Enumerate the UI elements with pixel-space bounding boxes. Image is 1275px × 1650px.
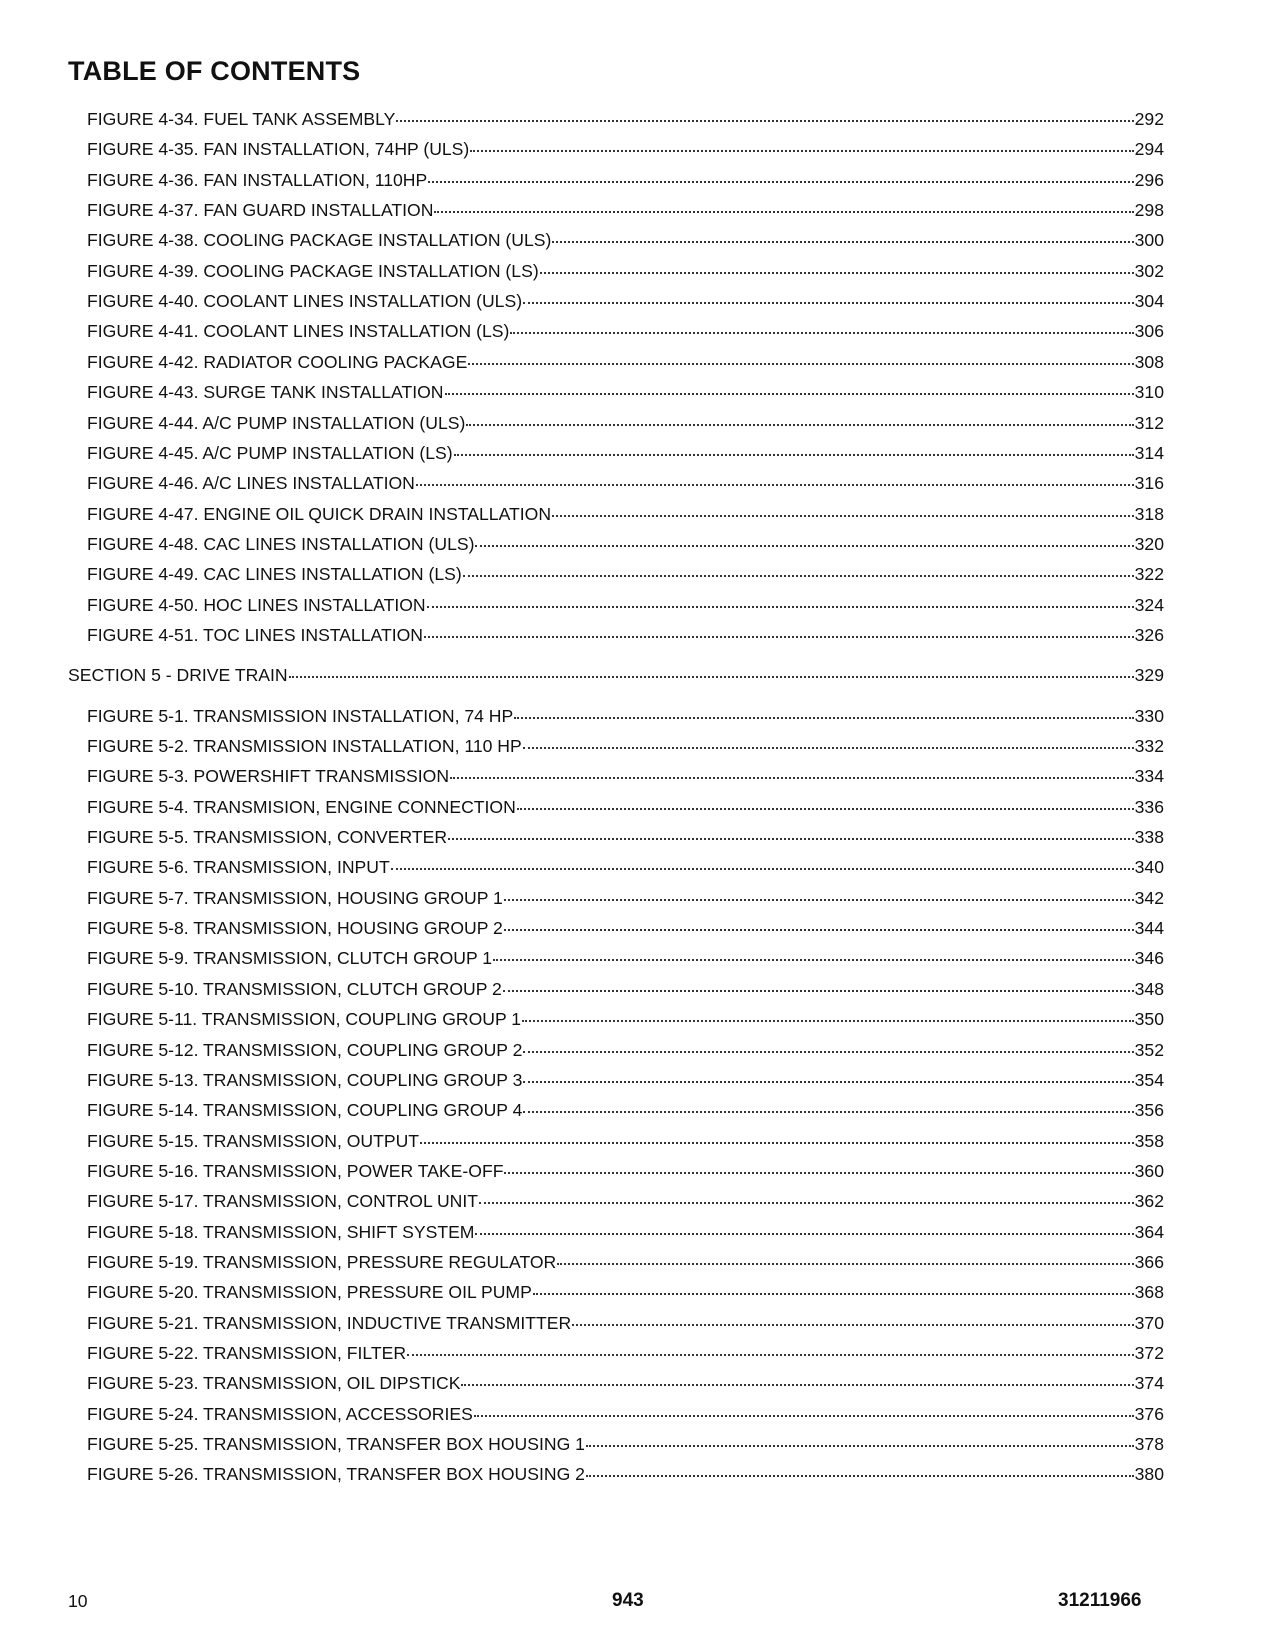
toc-figure-entry[interactable] [87, 199, 1164, 221]
toc-dot-leader [503, 989, 1134, 992]
toc-figure-entry[interactable] [87, 947, 1164, 969]
toc-figure-entry[interactable] [87, 472, 1164, 494]
toc-entry-label: FIGURE 5-15. TRANSMISSION, OUTPUT [87, 1131, 420, 1151]
toc-figure-entry[interactable] [87, 1008, 1164, 1030]
toc-entry-label: FIGURE 5-12. TRANSMISSION, COUPLING GROUP 2 [87, 1040, 523, 1060]
toc-entry-label: FIGURE 4-35. FAN INSTALLATION, 74HP (ULS) [87, 139, 470, 159]
toc-figure-entry[interactable] [87, 290, 1164, 312]
toc-entry-label: FIGURE 4-40. COOLANT LINES INSTALLATION (ULS) [87, 291, 523, 311]
toc-entry-page: 332 [1134, 736, 1164, 756]
toc-entry-label: FIGURE 5-7. TRANSMISSION, HOUSING GROUP 1 [87, 888, 503, 908]
toc-entry-label: FIGURE 5-23. TRANSMISSION, OIL DIPSTICK [87, 1373, 461, 1393]
toc-dot-leader [448, 837, 1134, 840]
toc-figure-entry[interactable] [87, 735, 1164, 757]
toc-entry-page: 370 [1134, 1313, 1164, 1333]
toc-figure-entry[interactable] [87, 1463, 1164, 1485]
toc-dot-leader [504, 1171, 1133, 1174]
toc-figure-entry[interactable] [87, 533, 1164, 555]
toc-entry-page: 304 [1134, 291, 1164, 311]
toc-entry-label: FIGURE 4-42. RADIATOR COOLING PACKAGE [87, 352, 468, 372]
toc-dot-leader [474, 1414, 1134, 1417]
toc-dot-leader [289, 675, 1134, 678]
toc-entry-page: 326 [1134, 625, 1164, 645]
toc-dot-leader [396, 119, 1133, 122]
toc-entry-page: 310 [1134, 382, 1164, 402]
toc-dot-leader [552, 240, 1133, 243]
toc-dot-leader [517, 807, 1134, 810]
toc-entry-label: FIGURE 4-41. COOLANT LINES INSTALLATION (LS) [87, 321, 510, 341]
toc-entry-label: FIGURE 4-44. A/C PUMP INSTALLATION (ULS) [87, 413, 466, 433]
toc-dot-leader [463, 574, 1134, 577]
toc-entry-label: FIGURE 4-49. CAC LINES INSTALLATION (LS) [87, 564, 462, 584]
toc-entry-page: 374 [1134, 1373, 1164, 1393]
toc-entry-label: FIGURE 4-50. HOC LINES INSTALLATION [87, 595, 426, 615]
toc-entry-page: 362 [1134, 1191, 1164, 1211]
toc-entry-label: FIGURE 5-24. TRANSMISSION, ACCESSORIES [87, 1404, 473, 1424]
toc-entry-page: 312 [1134, 413, 1164, 433]
toc-dot-leader [445, 392, 1134, 395]
toc-dot-leader [428, 180, 1133, 183]
toc-dot-leader [557, 1262, 1133, 1265]
toc-entry-page: 344 [1134, 918, 1164, 938]
toc-entry-label: FIGURE 5-9. TRANSMISSION, CLUTCH GROUP 1 [87, 948, 493, 968]
toc-entry-label: FIGURE 5-25. TRANSMISSION, TRANSFER BOX HOUSING 1 [87, 1434, 585, 1454]
toc-entry-label: FIGURE 5-18. TRANSMISSION, SHIFT SYSTEM [87, 1222, 475, 1242]
toc-dot-leader [572, 1323, 1133, 1326]
toc-entry-label: FIGURE 5-2. TRANSMISSION INSTALLATION, 110 HP [87, 736, 522, 756]
toc-dot-leader [470, 149, 1133, 152]
toc-entry-label: FIGURE 5-16. TRANSMISSION, POWER TAKE-OFF [87, 1161, 504, 1181]
toc-entry-page: 352 [1134, 1040, 1164, 1060]
toc-entry-label: FIGURE 5-6. TRANSMISSION, INPUT [87, 857, 390, 877]
toc-entry-page: 376 [1134, 1404, 1164, 1424]
toc-figure-entry[interactable] [87, 260, 1164, 282]
toc-dot-leader [450, 776, 1134, 779]
toc-entry-label: FIGURE 4-34. FUEL TANK ASSEMBLY [87, 109, 396, 129]
toc-dot-leader [522, 1019, 1134, 1022]
toc-dot-leader [461, 1383, 1133, 1386]
toc-entry-page: 306 [1134, 321, 1164, 341]
toc-entry-page: 330 [1134, 706, 1164, 726]
toc-entry-page: 350 [1134, 1009, 1164, 1029]
toc-figure-entry[interactable] [87, 351, 1164, 373]
toc-entry-page: 298 [1134, 200, 1164, 220]
toc-figure-entry[interactable] [87, 1251, 1164, 1273]
toc-figure-entry[interactable] [87, 1221, 1164, 1243]
toc-figure-entry[interactable] [87, 796, 1164, 818]
toc-figure-entry[interactable] [87, 1433, 1164, 1455]
toc-entry-page: 300 [1134, 230, 1164, 250]
toc-entry-label: FIGURE 5-20. TRANSMISSION, PRESSURE OIL PUMP [87, 1282, 532, 1302]
toc-entry-page: 346 [1134, 948, 1164, 968]
toc-figure-entry[interactable] [87, 1281, 1164, 1303]
toc-figure-entry[interactable] [87, 765, 1164, 787]
toc-dot-leader [533, 1292, 1134, 1295]
toc-entry-page: 354 [1134, 1070, 1164, 1090]
toc-entry-page: 308 [1134, 352, 1164, 372]
footer-sheet-number: 943 [612, 1590, 644, 1611]
toc-entry-page: 364 [1134, 1222, 1164, 1242]
toc-entry-page: 342 [1134, 888, 1164, 908]
toc-entry-page: 320 [1134, 534, 1164, 554]
toc-entry-page: 368 [1134, 1282, 1164, 1302]
toc-figure-entry[interactable] [87, 887, 1164, 909]
toc-dot-leader [586, 1444, 1134, 1447]
toc-entry-page: 366 [1134, 1252, 1164, 1272]
toc-entry-label: FIGURE 5-11. TRANSMISSION, COUPLING GROUP 1 [87, 1009, 522, 1029]
toc-figure-entry[interactable] [87, 917, 1164, 939]
toc-figure-entry[interactable] [87, 594, 1164, 616]
toc-dot-leader [454, 453, 1134, 456]
toc-entry-page: 334 [1134, 766, 1164, 786]
toc-entry-label: FIGURE 4-48. CAC LINES INSTALLATION (ULS) [87, 534, 475, 554]
toc-figure-entry[interactable] [87, 229, 1164, 251]
toc-dot-leader [424, 635, 1134, 638]
toc-dot-leader [504, 898, 1134, 901]
toc-figure-entry[interactable] [87, 1372, 1164, 1394]
toc-entry-page: 302 [1134, 261, 1164, 281]
toc-figure-entry[interactable] [87, 624, 1164, 646]
toc-dot-leader [416, 483, 1134, 486]
footer-document-number: 31211966 [1058, 1590, 1142, 1611]
toc-entry-page: 356 [1134, 1100, 1164, 1120]
toc-figure-entry[interactable] [87, 856, 1164, 878]
toc-figure-entry[interactable] [87, 705, 1164, 727]
toc-entry-page: 340 [1134, 857, 1164, 877]
toc-entry-page: 318 [1134, 504, 1164, 524]
toc-entry-page: 316 [1134, 473, 1164, 493]
toc-entry-label: FIGURE 5-17. TRANSMISSION, CONTROL UNIT [87, 1191, 479, 1211]
toc-entry-label: FIGURE 5-5. TRANSMISSION, CONVERTER [87, 827, 448, 847]
toc-entry-label: FIGURE 5-1. TRANSMISSION INSTALLATION, 74 HP [87, 706, 514, 726]
toc-dot-leader [504, 928, 1134, 931]
toc-entry-page: 296 [1134, 170, 1164, 190]
toc-figure-entry[interactable] [87, 1342, 1164, 1364]
toc-dot-leader [475, 1232, 1133, 1235]
toc-figure-entry[interactable] [87, 1403, 1164, 1425]
toc-figure-entry[interactable] [87, 1130, 1164, 1152]
toc-entry-page: 358 [1134, 1131, 1164, 1151]
toc-figure-entry[interactable] [87, 381, 1164, 403]
toc-entry-label: FIGURE 4-45. A/C PUMP INSTALLATION (LS) [87, 443, 453, 463]
toc-entry-label: FIGURE 4-36. FAN INSTALLATION, 110HP [87, 170, 428, 190]
toc-dot-leader [586, 1474, 1134, 1477]
toc-dot-leader [407, 1353, 1134, 1356]
toc-figure-entry[interactable] [87, 169, 1164, 191]
toc-dot-leader [523, 1050, 1133, 1053]
toc-figure-entry[interactable] [87, 978, 1164, 1000]
toc-entry-label: FIGURE 4-51. TOC LINES INSTALLATION [87, 625, 423, 645]
toc-entry-label: FIGURE 5-10. TRANSMISSION, CLUTCH GROUP 2 [87, 979, 502, 999]
toc-entry-label: FIGURE 4-43. SURGE TANK INSTALLATION [87, 382, 444, 402]
toc-entry-label: FIGURE 5-8. TRANSMISSION, HOUSING GROUP 2 [87, 918, 503, 938]
toc-dot-leader [466, 423, 1133, 426]
toc-entry-label: FIGURE 4-46. A/C LINES INSTALLATION [87, 473, 415, 493]
toc-entry-page: 360 [1134, 1161, 1164, 1181]
toc-entry-page: 322 [1134, 564, 1164, 584]
toc-entry-page: 378 [1134, 1434, 1164, 1454]
toc-entry-page: 324 [1134, 595, 1164, 615]
toc-entry-page: 336 [1134, 797, 1164, 817]
toc-figure-entry[interactable] [87, 1190, 1164, 1212]
toc-dot-leader [391, 867, 1134, 870]
toc-entry-label: FIGURE 5-14. TRANSMISSION, COUPLING GROUP 4 [87, 1100, 523, 1120]
toc-dot-leader [514, 716, 1133, 719]
toc-section-entry[interactable] [68, 664, 1164, 686]
toc-entry-label: FIGURE 4-38. COOLING PACKAGE INSTALLATION (ULS) [87, 230, 552, 250]
toc-entry-label: FIGURE 4-37. FAN GUARD INSTALLATION [87, 200, 434, 220]
toc-dot-leader [523, 301, 1134, 304]
toc-entry-label: FIGURE 5-4. TRANSMISION, ENGINE CONNECTION [87, 797, 516, 817]
toc-entry-page: 372 [1134, 1343, 1164, 1363]
toc-dot-leader [434, 210, 1133, 213]
toc-figure-entry[interactable] [87, 563, 1164, 585]
toc-entry-label: FIGURE 4-47. ENGINE OIL QUICK DRAIN INSTALLATION [87, 504, 552, 524]
toc-entry-label: SECTION 5 - DRIVE TRAIN [68, 665, 288, 685]
toc-figure-entry[interactable] [87, 1312, 1164, 1334]
toc-figure-entry[interactable] [87, 1099, 1164, 1121]
toc-dot-leader [493, 958, 1134, 961]
toc-figure-entry[interactable] [87, 503, 1164, 525]
toc-entry-label: FIGURE 5-22. TRANSMISSION, FILTER [87, 1343, 407, 1363]
toc-figure-entry[interactable] [87, 108, 1164, 130]
toc-dot-leader [523, 746, 1134, 749]
toc-figure-entry[interactable] [87, 412, 1164, 434]
footer-page-number: 10 [68, 1591, 88, 1611]
toc-entry-page: 380 [1134, 1464, 1164, 1484]
toc-figure-entry[interactable] [87, 320, 1164, 342]
toc-figure-entry[interactable] [87, 1160, 1164, 1182]
toc-entry-label: FIGURE 5-21. TRANSMISSION, INDUCTIVE TRANSMITTER [87, 1313, 572, 1333]
toc-dot-leader [420, 1141, 1134, 1144]
toc-entry-label: FIGURE 5-19. TRANSMISSION, PRESSURE REGULATOR [87, 1252, 557, 1272]
toc-figure-entry[interactable] [87, 442, 1164, 464]
toc-dot-leader [523, 1110, 1133, 1113]
toc-dot-leader [475, 544, 1133, 547]
toc-entry-page: 348 [1134, 979, 1164, 999]
toc-dot-leader [523, 1080, 1133, 1083]
toc-entry-label: FIGURE 4-39. COOLING PACKAGE INSTALLATION (LS) [87, 261, 539, 281]
toc-entry-page: 294 [1134, 139, 1164, 159]
toc-entry-page: 292 [1134, 109, 1164, 129]
toc-dot-leader [552, 514, 1134, 517]
page-title: TABLE OF CONTENTS [68, 56, 361, 86]
toc-entry-label: FIGURE 5-13. TRANSMISSION, COUPLING GROUP 3 [87, 1070, 523, 1090]
toc-entry-page: 338 [1134, 827, 1164, 847]
toc-entry-label: FIGURE 5-26. TRANSMISSION, TRANSFER BOX HOUSING 2 [87, 1464, 585, 1484]
toc-figure-entry[interactable] [87, 1069, 1164, 1091]
toc-figure-entry[interactable] [87, 1039, 1164, 1061]
toc-entry-page: 314 [1134, 443, 1164, 463]
toc-entry-page: 329 [1134, 665, 1164, 685]
toc-figure-entry[interactable] [87, 138, 1164, 160]
toc-dot-leader [468, 362, 1133, 365]
toc-dot-leader [540, 271, 1134, 274]
toc-figure-entry[interactable] [87, 826, 1164, 848]
toc-dot-leader [427, 605, 1134, 608]
toc-dot-leader [479, 1201, 1134, 1204]
toc-entry-label: FIGURE 5-3. POWERSHIFT TRANSMISSION [87, 766, 450, 786]
toc-dot-leader [510, 331, 1133, 334]
